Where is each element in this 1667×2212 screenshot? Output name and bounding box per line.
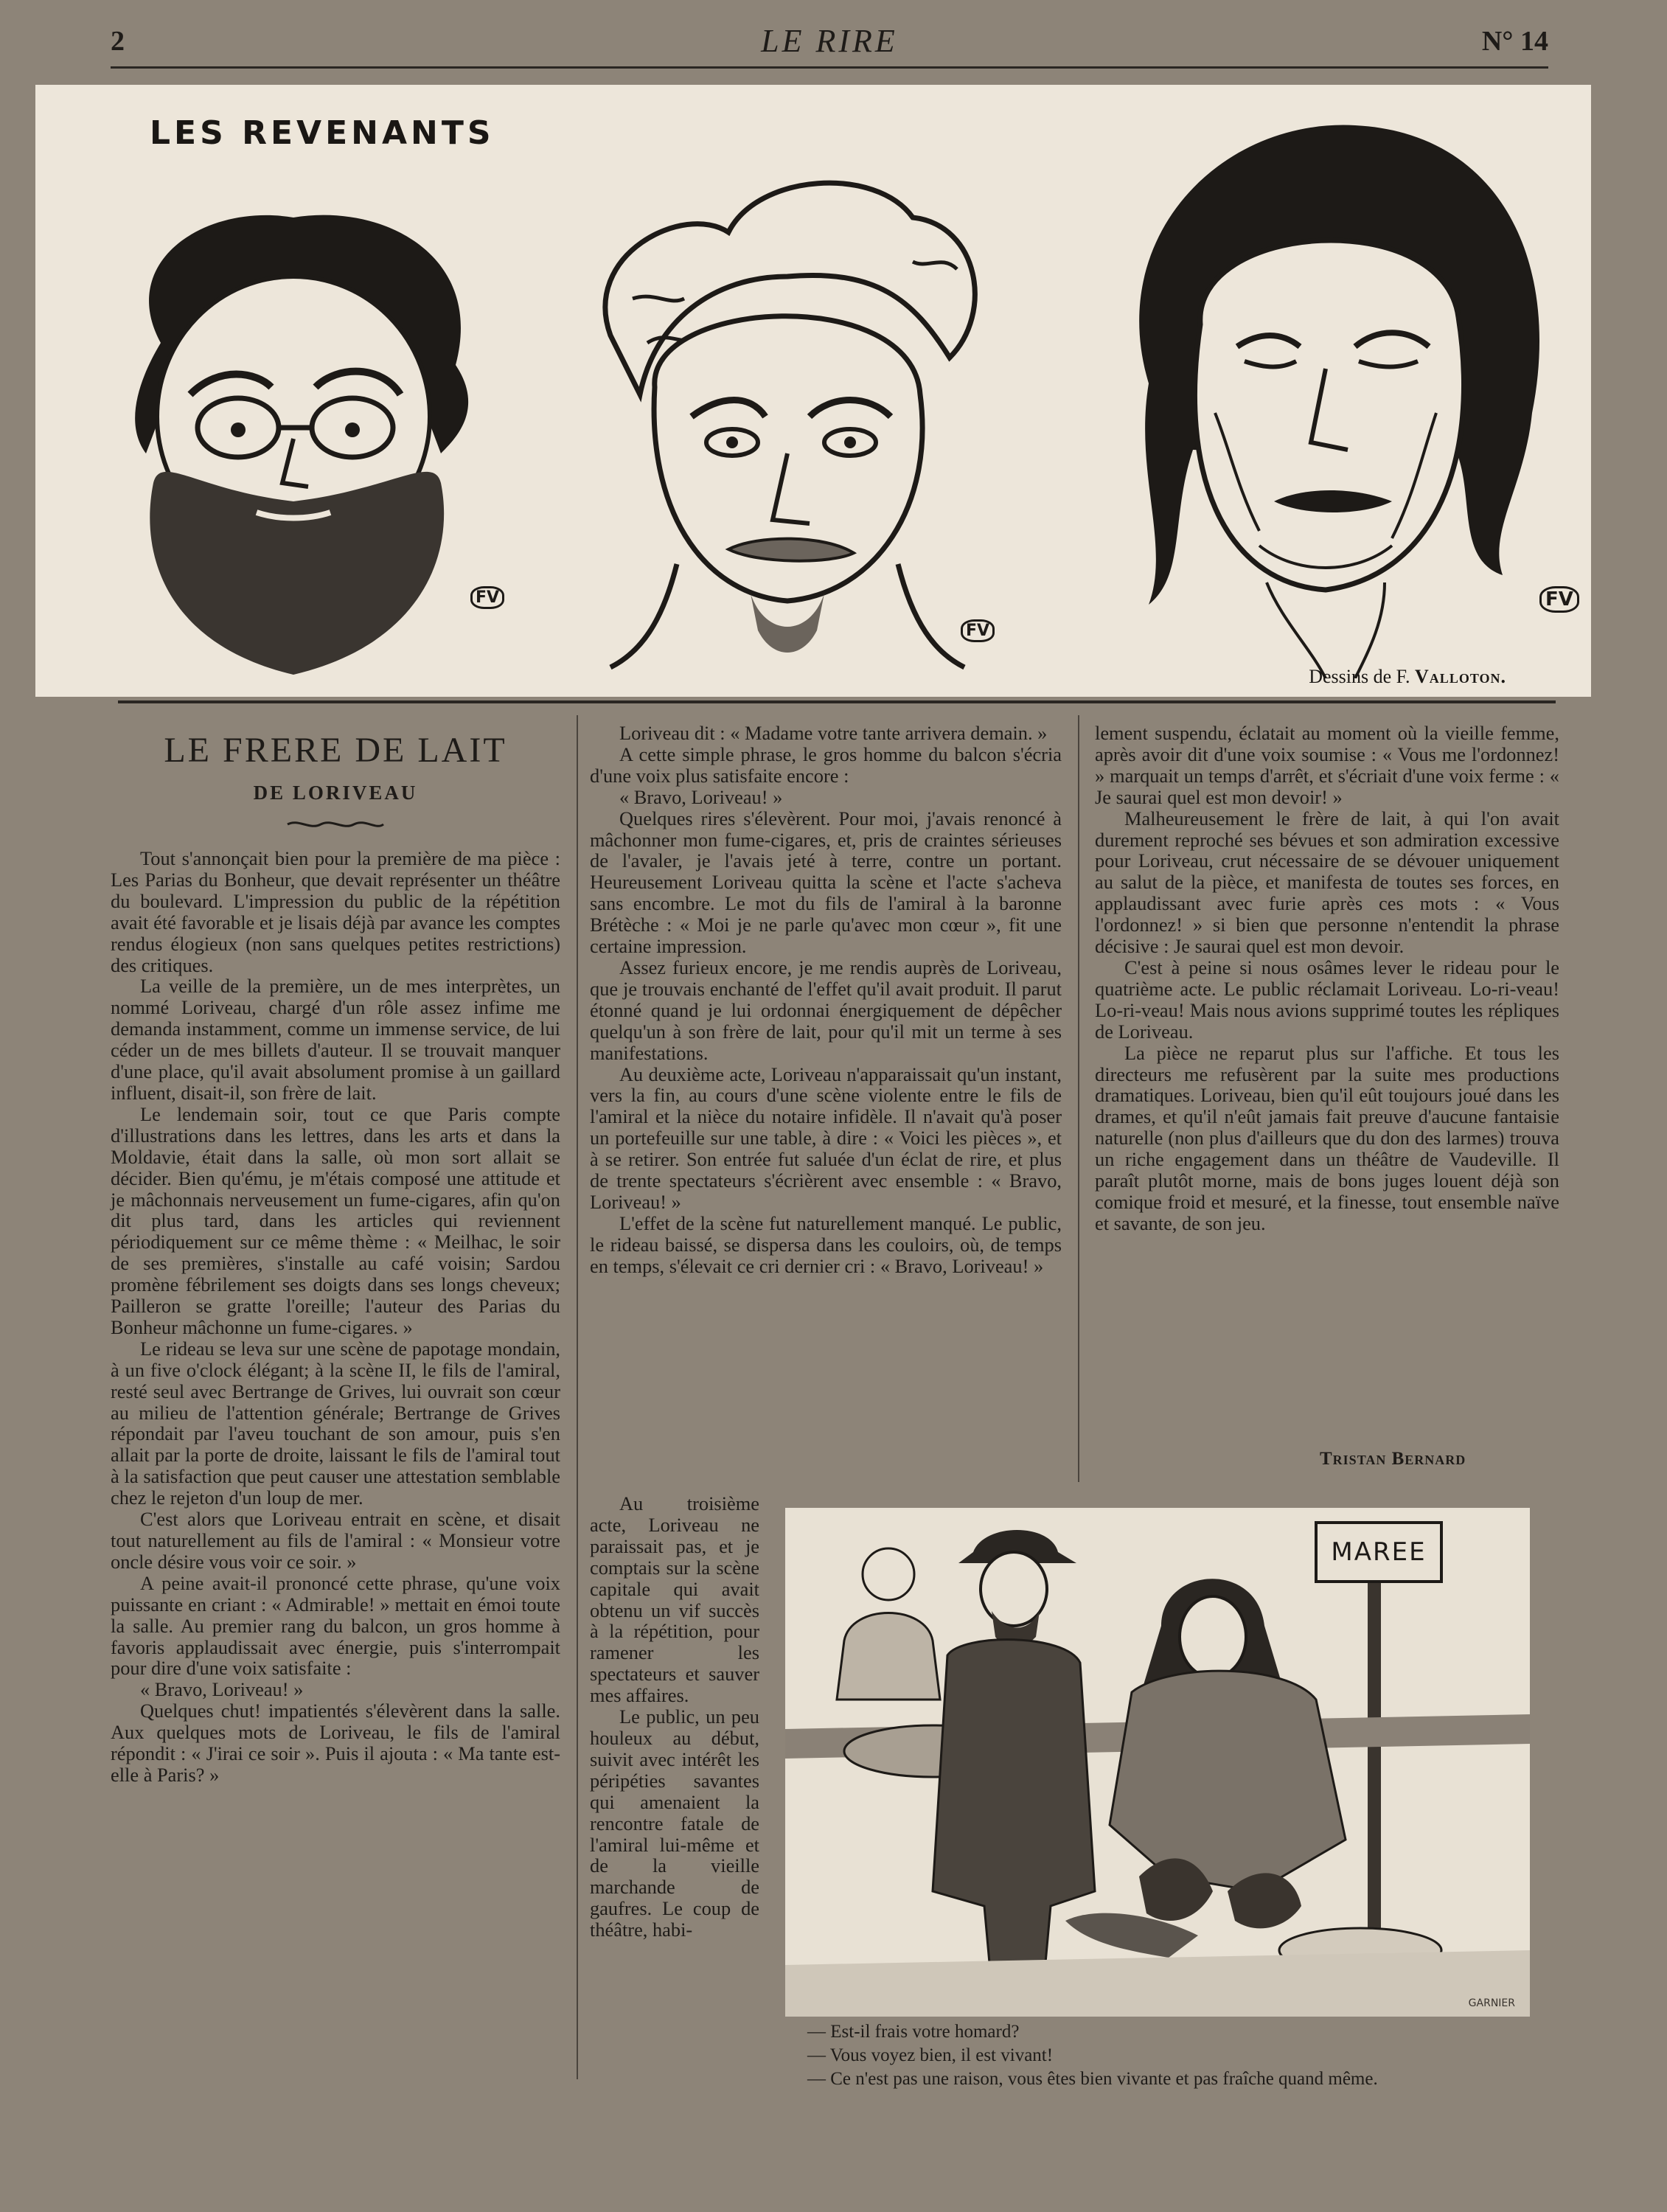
paragraph: Quelques rires s'élevèrent. Pour moi, j'avais renoncé à mâchonner mon fume-cigares, et, pris de craintes sérieuses de l'avaler, je l'avais jeté à terre, contre un portant. Heureusement Loriveau quitta la scène et l'acte s'acheva sans encombre. Le mot du fils de l'amiral à la baronne Brétèche : « Moi je ne parle qu'avec mon cœur », fit une certaine impression. bbox=[590, 807, 1062, 958]
caption-line: — Est-il frais votre homard? bbox=[807, 2022, 1020, 2042]
paragraph: « Bravo, Loriveau! » bbox=[140, 1678, 304, 1701]
portrait-elderly-woman bbox=[1090, 103, 1562, 678]
paragraph: Tout s'annonçait bien pour la première de ma pièce : Les Parias du Bonheur, que devait représenter un théâtre du boulevard. L'impression du public de la répétition avait été favorable et je lisais déjà par avance les comptes rendus élogieux (non sans quelques petites restrictions) des critiques. bbox=[111, 847, 560, 976]
paragraph: A cette simple phrase, le gros homme du balcon s'écria d'une voix plus satisfaite encore : bbox=[590, 742, 1062, 787]
monogram-fv-1: FV bbox=[470, 586, 504, 609]
illustration-credit bbox=[1309, 666, 1506, 688]
credit-prefix: Dessins de F. bbox=[1309, 666, 1410, 687]
illustration-captions bbox=[807, 2020, 1545, 2091]
caption-line: — Vous voyez bien, il est vivant! bbox=[807, 2045, 1054, 2065]
monogram-fv-2: FV bbox=[961, 619, 995, 642]
paragraph: Assez furieux encore, je me rendis auprès de Loriveau, que je trouvais enchanté de l'effet qu'il avait produit. Il parut étonné quand je lui ordonnai énergiquement de dépêcher quelqu'un à son frère de lait, pour qu'il mit un terme à ses manifestations. bbox=[590, 956, 1062, 1064]
paragraph: Au troisième acte, Loriveau ne paraissait pas, et je comptais sur la scène capitale qui avait obtenu un vif succès à la répétition, pour ramener les spectateurs et sauver mes affaires. bbox=[590, 1492, 759, 1707]
paragraph: Le lendemain soir, tout ce que Paris compte d'illustrations dans les lettres, dans les arts et dans la Moldavie, était dans la salle, où mon sort allait se décider. Bien qu'ému, je m'étais composé une attitude et je mâchonnais nerveusement un fume-cigares, afin qu'on dit plus tard, dans les articles qui reviennent périodiquement sur ce même thème : « Meilhac, le soir de ses premières, s'installe au café voisin; Sardou promène fébrilement ses doigts dans ses longs cheveux; Pailleron se gratte l'oreille; l'auteur des Parias du Bonheur mâchonne un fume-cigares. » bbox=[111, 1102, 560, 1338]
portrait-balding-man bbox=[566, 151, 1009, 697]
paragraph: La pièce ne reparut plus sur l'affiche. Et tous les directeurs me refusèrent par la suite mes productions dramatiques. Loriveau, bien qu'il eût toujours joué dans les drames, et qu'il n'eût jamais fait preuve d'aucune fantaisie naturelle (non plus d'ailleurs que du don des larmes) trouva un riche engagement dans un théâtre de Vaudeville. Il paraît plutôt morne, mais de bons juges louent déjà son comique froid et mesuré, et la finesse, tout ensemble naïve et savante, de son jeu. bbox=[1095, 1041, 1559, 1234]
panel-title: LES REVENANTS bbox=[150, 114, 495, 152]
paragraph: Au deuxième acte, Loriveau n'apparaissait qu'un instant, vers la fin, au cours d'une scène violente entre le fils de l'amiral et la nièce du notaire infidèle. Il n'avait qu'à poser un portefeuille sur une table, à dire : « Voici les pièces », et à se retirer. Son entrée fut saluée d'un éclat de rire, et plus de trente spectateurs s'écrièrent avec ensemble : « Bravo, Loriveau! » bbox=[590, 1062, 1062, 1213]
paragraph: Le rideau se leva sur une scène de papotage mondain, à un five o'clock élégant; à la scène II, le fils de l'amiral, resté seul avec Bertrange de Grives, lui ouvrait son cœur au milieu de l'attention générale; Bertrange de Grives répondait par l'aveu touchant de son amour, puis s'en allait par la porte de droite, laissant le fils de l'amiral tout à la satisfaction que peut causer une attestation semblable chez le rejeton d'un loup de mer. bbox=[111, 1337, 560, 1509]
market-illustration bbox=[785, 1508, 1530, 2017]
illustrator-signature: GARNIER bbox=[1468, 1997, 1515, 2009]
article-column-2-narrow bbox=[590, 1493, 759, 1941]
paragraph: Le public, un peu houleux au début, suivit avec intérêt les péripéties savantes qui amenaient la rencontre fatale de l'amiral lui-même et de la vieille marchande de gaufres. Le coup de théâtre, habi- bbox=[590, 1705, 759, 1941]
paragraph: C'est alors que Loriveau entrait en scène, et disait tout naturellement au fils de l'amiral : « Monsieur votre oncle désire vous voir ce soir. » bbox=[111, 1508, 560, 1573]
caption-line: — Ce n'est pas une raison, vous êtes bien vivante et pas fraîche quand même. bbox=[807, 2069, 1378, 2089]
article-column-2 bbox=[590, 723, 1062, 1277]
credit-artist: Valloton. bbox=[1415, 666, 1506, 687]
column-divider-1 bbox=[577, 715, 578, 2079]
running-header bbox=[111, 22, 1548, 66]
paragraph: L'effet de la scène fut naturellement manqué. Le public, le rideau baissé, se dispersa dans les couloirs, où, de temps en temps, s'élevait ce cri dernier cri : « Bravo, Loriveau! » bbox=[590, 1211, 1062, 1277]
article-subtitle: DE LORIVEAU bbox=[253, 782, 418, 804]
paragraph: Quelques chut! impatientés s'élevèrent dans la salle. Aux quelques mots de Loriveau, le fils de l'amiral répondit : « J'irai ce soir ». Puis il ajouta : « Ma tante est-elle à Paris? » bbox=[111, 1700, 560, 1786]
page-number: 2 bbox=[111, 26, 125, 57]
journal-title: LE RIRE bbox=[761, 23, 898, 59]
panel-rule bbox=[118, 700, 1556, 703]
portrait-bearded-man bbox=[72, 173, 515, 689]
paragraph: « Bravo, Loriveau! » bbox=[619, 785, 783, 808]
paragraph: A peine avait-il prononcé cette phrase, qu'une voix puissante en criant : « Admirable! » mettait en émoi toute la salle. Au premier rang du balcon, un gros homme à favoris applaudissait avec énergie, puis s'interrompait pour dire d'une voix satisfaite : bbox=[111, 1571, 560, 1680]
market-sign: MAREE bbox=[1331, 1537, 1427, 1567]
article-title: LE FRERE DE LAIT bbox=[164, 731, 507, 770]
column-divider-2 bbox=[1078, 715, 1079, 1482]
issue-number: N° 14 bbox=[1481, 26, 1548, 57]
caricature-panel bbox=[35, 85, 1591, 697]
monogram-fv-3: FV bbox=[1539, 586, 1579, 613]
ornament-divider bbox=[284, 817, 387, 832]
author-signature: Tristan Bernard bbox=[1320, 1449, 1466, 1469]
article-column-1 bbox=[111, 848, 560, 1786]
paragraph: lement suspendu, éclatait au moment où la vieille femme, après avoir dit d'une voix soumise : « Vous me l'ordonnez! » marquait un temps d'arrêt, et s'écriait d'une voix ferme : « Je saurai quel est mon devoir! » bbox=[1095, 722, 1559, 808]
paragraph: C'est à peine si nous osâmes lever le rideau pour le quatrième acte. Le public réclamait Loriveau. Lo-ri-veau! Lo-ri-veau! Mais nous avions supprimé toutes les répliques de Loriveau. bbox=[1095, 956, 1559, 1043]
paragraph: La veille de la première, un de mes interprètes, un nommé Loriveau, chargé d'un rôle assez infime me demanda instamment, comme un immense service, de lui céder un de mes billets d'auteur. Il se trouvait manquer d'une place, qu'il avait absolument promise à un gaillard influent, disait-il, son frère de lait. bbox=[111, 975, 560, 1104]
paragraph: Loriveau dit : « Madame votre tante arrivera demain. » bbox=[619, 722, 1048, 744]
header-rule bbox=[111, 66, 1548, 69]
article-column-3 bbox=[1095, 723, 1559, 1234]
market-scene-drawing bbox=[785, 1508, 1530, 2017]
paragraph: Malheureusement le frère de lait, à qui l'on avait durement reproché ses bévues et son admiration excessive pour Loriveau, crut nécessaire de se dévouer uniquement au salut de la pièce, et manifesta de toutes ses forces, en applaudissant avec furie après ces mots : « Vous l'ordonnez! » si bien que personne n'entendit la phrase décisive : Je saurai quel est mon devoir. bbox=[1095, 807, 1559, 958]
